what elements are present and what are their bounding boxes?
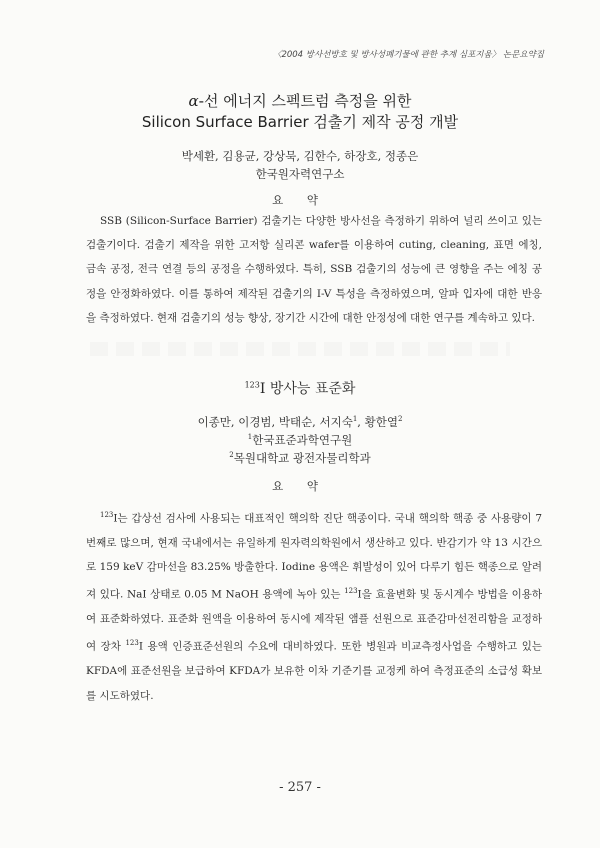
- paper2-affil1-text: 한국표준과학연구원: [252, 433, 353, 447]
- paper2-affiliation2: [60, 450, 540, 466]
- paper2-affil2-text: 목원대학교 광전자물리학과: [233, 451, 371, 465]
- paper2-abstract-part2: I을 효율변화 및 동시계수 방법을 이용하여 표준화하였다. 표준화 원액을 이용하여 동시에 제작된 앰플 선원으로 표준감마선전리함을 교정하여 장차: [86, 588, 542, 653]
- paper2-authors: [60, 414, 540, 430]
- paper2-authors-sup2: 2: [397, 415, 403, 424]
- paper2-affil1-sup: 1: [247, 433, 253, 442]
- paper1-title-line2: Silicon Surface Barrier 검출기 제작 공정 개발: [141, 113, 459, 131]
- paper1-abstract-text: SSB (Silicon-Surface Barrier) 검출기는 다양한 방사선을 측정하기 위하여 널리 쓰이고 있는 검출기이다. 검출기 제작을 위한 고저항 실리콘 wafer를 이용하여 cuting, cleaning, 표면 에칭, 금속 공정, 전극 연결 등의 공정을 수행하였다. 특히, SSB 검출기의 성능에 큰 영향을 주는 에칭 공정을 안정화하였다. 이를 통하여 제작된 검출기의 I-V 특성을 측정하였으며, 알파 입자에 대한 반응을 측정하였다. 현재 검출기의 성능 향상, 장기간 시간에 대한 안정성에 대한 연구를 계속하고 있다.: [86, 215, 542, 324]
- paper2-authors-sup1: 1: [352, 415, 358, 424]
- paper1-authors: 박세환, 김용균, 강상묵, 김한수, 하장호, 정종은: [181, 149, 419, 163]
- paper2-abstract-part3: I 용액 인증표준선원의 수요에 대비하였다. 또한 병원과 비교측정사업을 수행하고 있는 KFDA에 표준선원을 보급하여 KFDA가 보유한 이차 기준기를 교정케 하여 측정표준의 소급성 확보를 시도하였다.: [86, 640, 542, 702]
- paper1-title-line1: [60, 90, 540, 111]
- paper1-title-greek: α: [188, 92, 199, 110]
- paper1-abstract-heading: 요 약: [272, 193, 328, 207]
- bleed-through-shadow: [90, 342, 510, 356]
- paper2-title-text: I 방사능 표준화: [259, 381, 356, 397]
- paper2-abstract-sup3: 123: [125, 639, 139, 648]
- paper2-title: [60, 378, 540, 398]
- paper1-affiliation: 한국원자력연구소: [255, 167, 345, 181]
- paper1-title-line1-text: -선 에너지 스펙트럼 측정을 위한: [198, 92, 412, 110]
- paper2-abstract-sup1: 123: [100, 511, 114, 519]
- paper2-abstract: [86, 503, 542, 708]
- running-header: 〈2004 방사선방호 및 방사성폐기물에 관한 추계 심포지움〉 논문요약집: [272, 50, 544, 60]
- paper2-abstract-part1: I는 갑상선 검사에 사용되는 대표적인 핵의학 진단 핵종이다. 국내 핵의학 핵종 중 사용량이 7 번째로 많으며, 현재 국내에서는 유일하게 원자력의학원에서 생산하고 있다. 반감기가 약 13 시간으로 159 keV 감마선을 83.25% 방출한다. Iodine 용액은 휘발성이 있어 다루기 힘든 핵종으로 알려져 있다. NaI 상태로 0.05 M NaOH 용액에 녹아 있는: [86, 512, 542, 601]
- page-number: - 257 -: [279, 780, 321, 795]
- paper1-abstract: [86, 209, 542, 330]
- paper2-authors-main: 이종만, 이경범, 박태순, 서지숙: [197, 415, 353, 429]
- paper2-abstract-text: [86, 503, 542, 708]
- paper2-affil2-sup: 2: [229, 451, 234, 460]
- paper2-authors-tail: , 황한열: [357, 415, 398, 429]
- paper2-abstract-heading: 요 약: [272, 479, 328, 493]
- paper2-abstract-sup2: 123: [344, 587, 358, 596]
- paper2-title-sup: 123: [244, 380, 260, 390]
- paper2-affiliation1: [60, 432, 540, 448]
